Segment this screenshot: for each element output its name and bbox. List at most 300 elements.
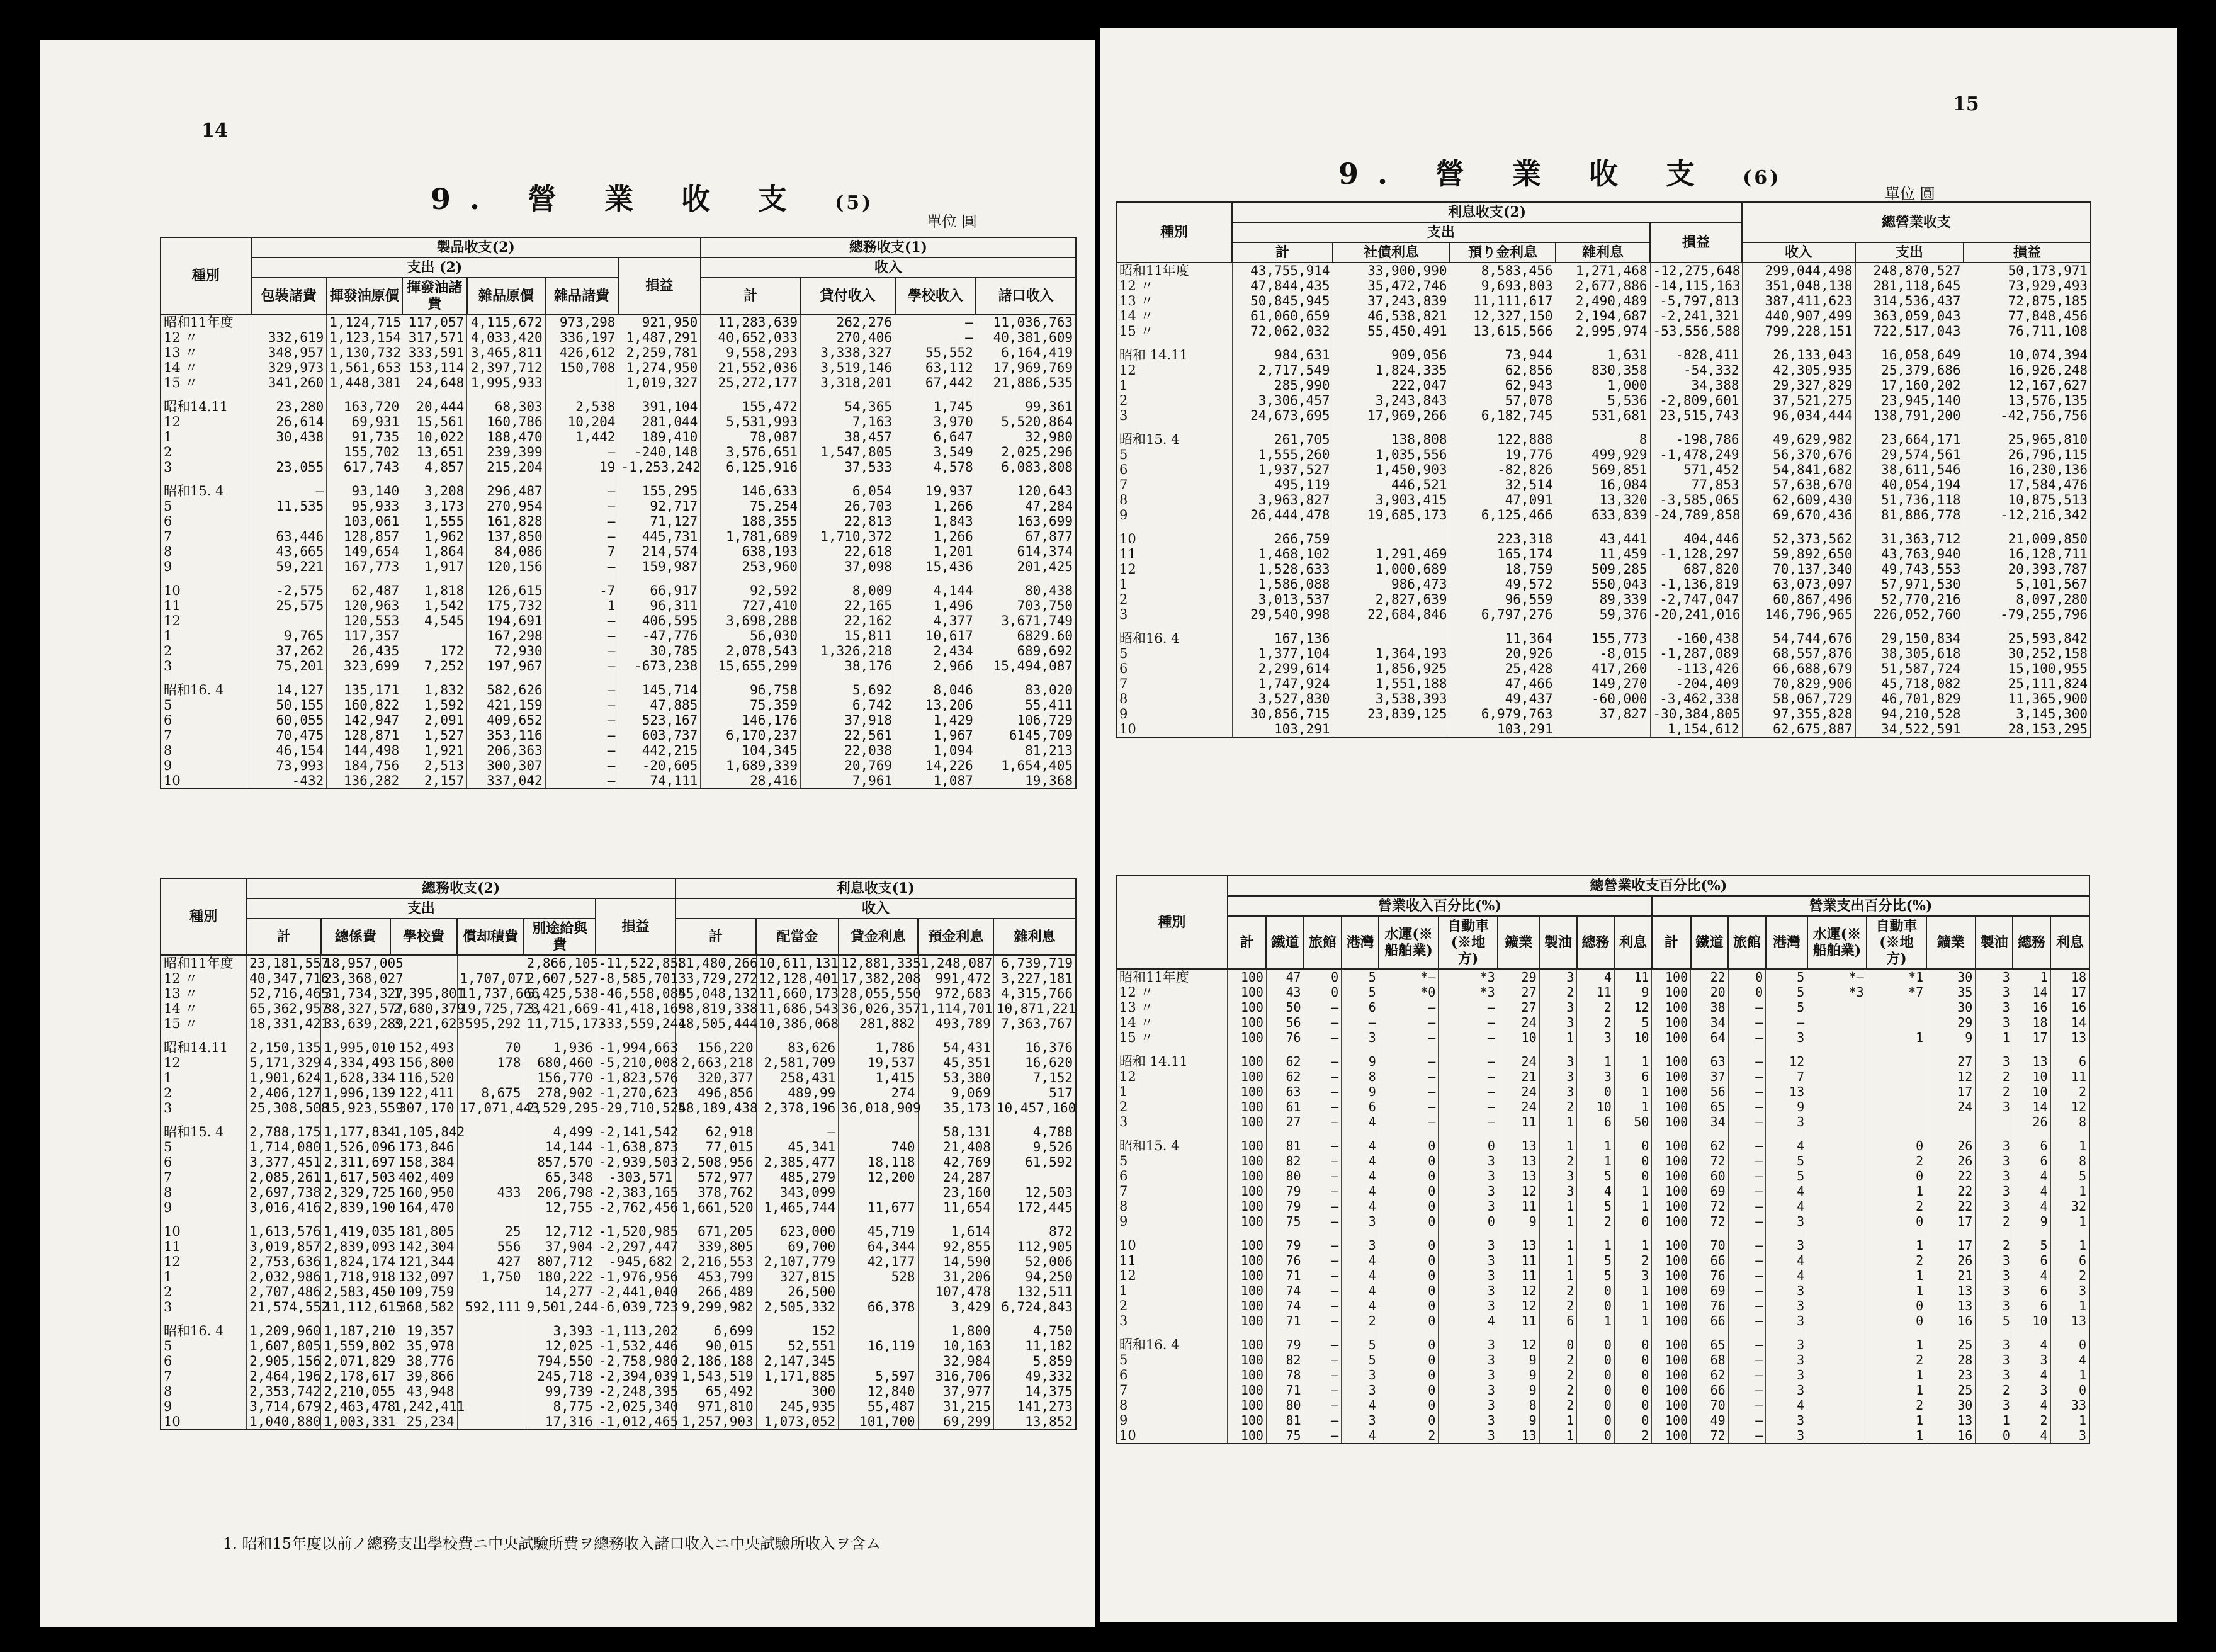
table-cell: 2,839,093 [321, 1239, 390, 1254]
table-cell: 2,434 [895, 643, 976, 659]
table-cell: 239,399 [467, 444, 545, 460]
table-cell: 1,177,834 [321, 1124, 390, 1140]
table-cell: 314,536,437 [1855, 293, 1964, 308]
spacer-cell [327, 574, 402, 583]
table-cell: 32 [2050, 1199, 2089, 1214]
row-label: 1 [1116, 378, 1232, 393]
spacer-cell [1650, 622, 1742, 631]
table-cell: 11,182 [993, 1338, 1076, 1354]
spacer-cell [1976, 1229, 2013, 1238]
table-cell: 10,871,221 [993, 1001, 1076, 1016]
col-header: 雜利息 [1556, 242, 1650, 263]
table-cell: 1,040,880 [247, 1414, 321, 1430]
table-cell: 2,025,296 [976, 444, 1076, 460]
spacer-cell [756, 1116, 839, 1124]
table-cell: 100 [1228, 1099, 1267, 1114]
spacer-cell [1766, 1045, 1807, 1054]
table-cell: — [1342, 1015, 1379, 1030]
table-cell: 6 [1577, 1114, 1615, 1129]
table-cell: 159,987 [618, 559, 701, 574]
table-row [161, 1170, 1076, 1185]
table-cell: 9 [1766, 1099, 1807, 1114]
table-cell: 167,298 [467, 628, 545, 643]
table-cell: 69 [1691, 1283, 1729, 1298]
table-cell: 2,147,345 [756, 1354, 839, 1369]
spacer-cell [800, 390, 895, 399]
spacer-cell [1556, 523, 1650, 531]
table-cell: 1,586,088 [1232, 577, 1333, 592]
table-cell: 316,706 [918, 1369, 993, 1384]
table-cell: 65 [1691, 1099, 1729, 1114]
table-cell: 7 [545, 544, 618, 559]
table-cell: 5 [1766, 1168, 1807, 1184]
table-cell [457, 1200, 524, 1215]
spacer-cell [976, 390, 1076, 399]
spacer-cell [618, 390, 701, 399]
table-cell: 3,208 [402, 484, 467, 499]
table-cell: — [545, 484, 618, 499]
table-cell: 3 [1539, 1168, 1577, 1184]
table-cell: 100 [1228, 1337, 1267, 1352]
table-cell: -2,758,980 [596, 1354, 675, 1369]
table-cell: 32,984 [918, 1354, 993, 1369]
table-cell: 67,877 [976, 529, 1076, 544]
table-cell: — [545, 529, 618, 544]
table-cell: 2,406,127 [247, 1085, 321, 1100]
spacer-cell [1742, 523, 1855, 531]
table-cell: 100 [1228, 1398, 1267, 1413]
table-cell: 160,822 [327, 698, 402, 713]
table-row [1116, 432, 2091, 447]
table-cell: 453,799 [676, 1269, 756, 1284]
row-label: 14 〃 [161, 1001, 247, 1016]
table-cell: 20,926 [1450, 646, 1556, 661]
table-row [161, 1254, 1076, 1269]
col-header: 鑛業 [1926, 916, 1976, 969]
spacer-cell [524, 1215, 596, 1224]
table-cell: 96,034,444 [1742, 408, 1855, 423]
table-cell: 35,173 [918, 1100, 993, 1116]
table-cell: 2 [2050, 1084, 2089, 1099]
table-cell: 0 [1614, 1153, 1652, 1168]
row-label: 7 [161, 728, 251, 743]
table-cell: -41,418,169 [596, 1001, 675, 1016]
table-cell: 25,379,686 [1855, 363, 1964, 378]
table-cell: 92,855 [918, 1239, 993, 1254]
table-cell: 56 [1691, 1084, 1729, 1099]
table-cell: 100 [1652, 1413, 1691, 1428]
table-cell: -3,585,065 [1650, 492, 1742, 507]
table-cell: 26,435 [327, 643, 402, 659]
table-row [161, 1399, 1076, 1414]
spacer-cell [1232, 423, 1333, 432]
table-cell: 299,044,498 [1742, 263, 1855, 278]
table-cell: 1,718,918 [321, 1269, 390, 1284]
table-cell: 3,016,416 [247, 1200, 321, 1215]
table-cell: 100 [1228, 1283, 1267, 1298]
table-cell: 1,527 [402, 728, 467, 743]
table-cell: 160,950 [390, 1185, 457, 1200]
table-cell: 0 [1379, 1337, 1439, 1352]
table-cell: 3 [1766, 1214, 1807, 1229]
row-label: 3 [161, 1299, 247, 1315]
table-cell: 35,978 [390, 1338, 457, 1354]
table-cell: 0 [1976, 1428, 2013, 1444]
table-cell: 2 [1867, 1153, 1926, 1168]
table-cell: — [545, 758, 618, 773]
table-cell: 4 [2013, 1168, 2050, 1184]
spacer-cell [1855, 339, 1964, 348]
row-label: 昭和15. 4 [161, 1124, 247, 1140]
table-cell: 6829.60 [976, 628, 1076, 643]
table-cell: 25 [1926, 1383, 1976, 1398]
table-cell: 30,252,158 [1964, 646, 2091, 661]
table-cell: -82,826 [1450, 462, 1556, 477]
spacer-cell [1728, 1129, 1766, 1138]
row-spacer [1116, 1045, 2089, 1054]
table-cell: 6,125,916 [701, 460, 801, 475]
table-cell: 142,947 [327, 713, 402, 728]
col-header: 自動車(※地方) [1439, 916, 1498, 969]
table-cell: 1,468,102 [1232, 546, 1333, 562]
table-cell: 16,620 [993, 1055, 1076, 1070]
col-header: 計 [1652, 916, 1691, 969]
spacer-cell [1379, 1045, 1439, 1054]
table-cell: 0 [1439, 1138, 1498, 1153]
table-cell: -1,532,446 [596, 1338, 675, 1354]
spacer-cell [1652, 1129, 1691, 1138]
row-label: 13 〃 [161, 345, 251, 360]
table-cell: 3 [1342, 1238, 1379, 1253]
table-cell: 66,917 [618, 583, 701, 598]
table-row [1116, 691, 2091, 706]
table-cell: 21 [1498, 1069, 1539, 1084]
table-cell: 8,583,456 [1450, 263, 1556, 278]
table-cell: 25,965,810 [1964, 432, 2091, 447]
table-cell: -2,241,321 [1650, 308, 1742, 324]
table-cell: 3,549 [895, 444, 976, 460]
col-header: 損益 [618, 257, 701, 314]
spacer-cell [2013, 1328, 2050, 1337]
table-cell: 15,655,299 [701, 659, 801, 674]
table-cell: 6 [2013, 1298, 2050, 1313]
table-cell: 10,386,068 [756, 1016, 839, 1031]
row-label: 11 [1116, 546, 1232, 562]
table-cell: 2,529,295 [524, 1100, 596, 1116]
table-cell: 253,960 [701, 559, 801, 574]
table-cell: 2,210,055 [321, 1384, 390, 1399]
table-cell: 66,378 [839, 1299, 918, 1315]
table-cell: 1,786 [839, 1040, 918, 1055]
table-cell: 19,937 [895, 484, 976, 499]
spacer-cell [1728, 1045, 1766, 1054]
table-cell: 117,357 [327, 628, 402, 643]
table-cell: 6 [2013, 1153, 2050, 1168]
table-cell [457, 1354, 524, 1369]
table-cell: 3 [1976, 1153, 2013, 1168]
table-cell: 9 [1498, 1214, 1539, 1229]
table-cell: 188,470 [467, 429, 545, 444]
table-cell: 1 [1577, 1054, 1615, 1069]
spacer-cell [1266, 1328, 1304, 1337]
col-header: 計 [247, 919, 321, 955]
row-spacer [1116, 1328, 2089, 1337]
table-cell: — [545, 514, 618, 529]
table-cell: 3,576,651 [701, 444, 801, 460]
table-cell: 12,840 [839, 1384, 918, 1399]
table-cell: 4 [2013, 1184, 2050, 1199]
table-cell: 91,735 [327, 429, 402, 444]
table-cell: 68 [1691, 1352, 1729, 1367]
table-cell: 107,478 [918, 1284, 993, 1299]
table-cell: 1 [1539, 1238, 1577, 1253]
spacer-cell [1556, 423, 1650, 432]
table-cell: — [1766, 1015, 1807, 1030]
table-cell: 100 [1652, 1428, 1691, 1444]
table-cell: 3 [1976, 969, 2013, 985]
table-cell: 4 [1577, 969, 1615, 985]
col-header: 貸金利息 [839, 919, 918, 955]
table-row [161, 444, 1076, 460]
table-cell: 62,856 [1450, 363, 1556, 378]
table-cell: 2,866,105 [524, 955, 596, 971]
table-cell: 3 [1342, 1030, 1379, 1045]
table-cell: 93,140 [327, 484, 402, 499]
table-cell: 100 [1228, 1199, 1267, 1214]
table-cell: 4 [1342, 1199, 1379, 1214]
table-row [1116, 1015, 2089, 1030]
table-cell: 4,857 [402, 460, 467, 475]
table-cell: 10,163 [918, 1338, 993, 1354]
table-cell: 1 [1614, 1283, 1652, 1298]
table-cell: 3 [1976, 1367, 2013, 1383]
row-label: 12 [161, 613, 251, 628]
table-cell: 45,719 [839, 1224, 918, 1239]
table-cell: 122,411 [390, 1085, 457, 1100]
table-cell: 25,272,177 [701, 375, 801, 390]
table-cell: 52,006 [993, 1254, 1076, 1269]
table-cell: 8,675 [457, 1085, 524, 1100]
spacer-cell [1766, 1229, 1807, 1238]
table-cell: 531,681 [1556, 408, 1650, 423]
table-cell: 67,442 [895, 375, 976, 390]
table-row [1116, 447, 2091, 462]
table-cell: 1,864 [402, 544, 467, 559]
table-row [161, 375, 1076, 390]
table-cell [839, 1185, 918, 1200]
spacer-cell [701, 390, 801, 399]
table-cell: -1,976,956 [596, 1269, 675, 1284]
table-cell: 3,698,288 [701, 613, 801, 628]
table-cell: — [545, 743, 618, 758]
spacer-cell [390, 1116, 457, 1124]
table-cell: 3 [1976, 1283, 2013, 1298]
row-label: 10 [161, 1414, 247, 1430]
group-heading: 總營業收支 [1742, 202, 2091, 242]
table-cell: 100 [1652, 1298, 1691, 1313]
spacer-cell [327, 390, 402, 399]
table-cell: 740 [839, 1140, 918, 1155]
table-cell: 54,841,682 [1742, 462, 1855, 477]
table-cell: 556 [457, 1239, 524, 1254]
table-cell: 17 [2050, 985, 2089, 1000]
table-cell: 4 [1439, 1313, 1498, 1328]
table-cell: -945,682 [596, 1254, 675, 1269]
table-cell: 22,813 [800, 514, 895, 529]
table-cell: 13,206 [895, 698, 976, 713]
table-cell: 689,692 [976, 643, 1076, 659]
row-spacer [161, 674, 1076, 682]
table-cell: 20,769 [800, 758, 895, 773]
table-cell: 4 [2013, 1367, 2050, 1383]
table-cell: 43,763,940 [1855, 546, 1964, 562]
table-cell: 27 [1498, 1000, 1539, 1015]
table-cell [457, 1124, 524, 1140]
spacer-cell [1266, 1129, 1304, 1138]
table-cell: 5 [1614, 1015, 1652, 1030]
table-cell: 37,098 [800, 559, 895, 574]
col-header: 學校費 [390, 919, 457, 955]
table-cell: 13,852 [993, 1414, 1076, 1430]
table-row [161, 598, 1076, 613]
table-row [1116, 985, 2089, 1000]
table-cell: 19 [545, 460, 618, 475]
table-cell: 0 [1867, 1168, 1926, 1184]
table-row [1116, 1214, 2089, 1229]
unit-label: 單位 圓 [1885, 185, 1935, 203]
table-cell: 24,287 [918, 1170, 993, 1185]
row-spacer [161, 1215, 1076, 1224]
table-cell: 4,499 [524, 1124, 596, 1140]
sub-heading: 收入 [676, 898, 1076, 919]
table-cell [1333, 721, 1450, 737]
table-cell: 32,514 [1450, 477, 1556, 492]
table-cell: 2 [1539, 1367, 1577, 1383]
table-cell: 1,242,411 [390, 1399, 457, 1414]
spacer-cell [895, 574, 976, 583]
table-cell: 26 [1926, 1138, 1976, 1153]
table-cell: 156,770 [524, 1070, 596, 1085]
table-cell: -20,241,016 [1650, 607, 1742, 622]
table-cell: 329,973 [251, 360, 327, 375]
table-cell: 103,291 [1232, 721, 1333, 737]
table-cell: 26 [1926, 1253, 1976, 1268]
table-cell: 46,701,829 [1855, 691, 1964, 706]
table-cell: 3 [1976, 1398, 2013, 1413]
table-cell: 3 [1976, 1138, 2013, 1153]
table-cell: 1 [1614, 1298, 1652, 1313]
table-cell: 0 [1577, 1413, 1615, 1428]
table-cell: 3 [2050, 1283, 2089, 1298]
table-cell: 3 [1439, 1238, 1498, 1253]
table-cell [1807, 1298, 1867, 1313]
spacer-cell [1116, 1045, 1228, 1054]
spacer-cell [1652, 1045, 1691, 1054]
table-cell: 446,521 [1333, 477, 1450, 492]
table-cell: 10,022 [402, 429, 467, 444]
table-cell: 25,234 [390, 1414, 457, 1430]
spacer-cell [524, 1315, 596, 1323]
table-cell [1807, 1313, 1867, 1328]
table-cell: 30,785 [618, 643, 701, 659]
table-cell: 62,609,430 [1742, 492, 1855, 507]
table-cell: 3 [1342, 1383, 1379, 1398]
table-cell: 12 [1498, 1337, 1539, 1352]
table-row [1116, 324, 2091, 339]
table-cell: 569,851 [1556, 462, 1650, 477]
table-cell: 285,990 [1232, 378, 1333, 393]
table-cell: 2,194,687 [1556, 308, 1650, 324]
row-spacer [1116, 622, 2091, 631]
table-cell: 21,574,552 [247, 1299, 321, 1315]
table-cell: 77,015 [676, 1140, 756, 1155]
spacer-cell [545, 674, 618, 682]
table-cell: 47 [1266, 969, 1304, 985]
table-cell: 13,320 [1556, 492, 1650, 507]
col-header: 預金利息 [918, 919, 993, 955]
table-cell [839, 1354, 918, 1369]
table-row [161, 955, 1076, 971]
table-cell: 348,957 [251, 345, 327, 360]
table-cell: 101,700 [839, 1414, 918, 1430]
table-cell: 2,538 [545, 399, 618, 414]
table-row [1116, 278, 2091, 293]
table-cell: 69,670,436 [1742, 507, 1855, 523]
table-cell [1807, 1253, 1867, 1268]
table-cell: 339,805 [676, 1239, 756, 1254]
table-cell: 1 [2050, 1184, 2089, 1199]
row-label: 2 [1116, 592, 1232, 607]
row-label: 1 [161, 429, 251, 444]
table-cell: 0 [1577, 1298, 1615, 1313]
spacer-cell [1807, 1045, 1867, 1054]
col-header: 配當金 [756, 919, 839, 955]
table-cell: 5 [1342, 985, 1379, 1000]
table-cell [1807, 1383, 1867, 1398]
table-cell: 10 [1614, 1030, 1652, 1045]
table-row [1116, 1054, 2089, 1069]
table-cell: 3 [1439, 1253, 1498, 1268]
table-cell: 0 [1577, 1337, 1615, 1352]
table-cell: 50,155 [251, 698, 327, 713]
table-cell: 1,415 [839, 1070, 918, 1085]
table-cell: 51,587,724 [1855, 661, 1964, 676]
table-cell: 3 [1976, 1054, 2013, 1069]
table-cell: 2,717,549 [1232, 363, 1333, 378]
col-header: 港灣 [1342, 916, 1379, 969]
table-cell: -2,297,447 [596, 1239, 675, 1254]
table-cell: 6,182,745 [1450, 408, 1556, 423]
right-page [1100, 28, 2177, 1622]
table-cell: -1,253,242 [618, 460, 701, 475]
table-cell: 3 [1976, 1199, 2013, 1214]
table-cell: 2 [2050, 1268, 2089, 1283]
row-label: 7 [1116, 1383, 1228, 1398]
table-cell: 3 [1539, 1054, 1577, 1069]
table-cell: 3 [1976, 1184, 2013, 1199]
table-cell: — [1304, 1030, 1342, 1045]
table-cell: 100 [1652, 1253, 1691, 1268]
table-row [161, 1224, 1076, 1239]
table-cell: 138,791,200 [1855, 408, 1964, 423]
table-cell: 103,061 [327, 514, 402, 529]
table-cell [1807, 1214, 1867, 1229]
spacer-cell [1766, 1328, 1807, 1337]
spacer-cell [1333, 423, 1450, 432]
group-heading: 製品收支(2) [251, 237, 701, 257]
table-cell: 5,531,993 [701, 414, 801, 429]
table-cell: 99,739 [524, 1384, 596, 1399]
